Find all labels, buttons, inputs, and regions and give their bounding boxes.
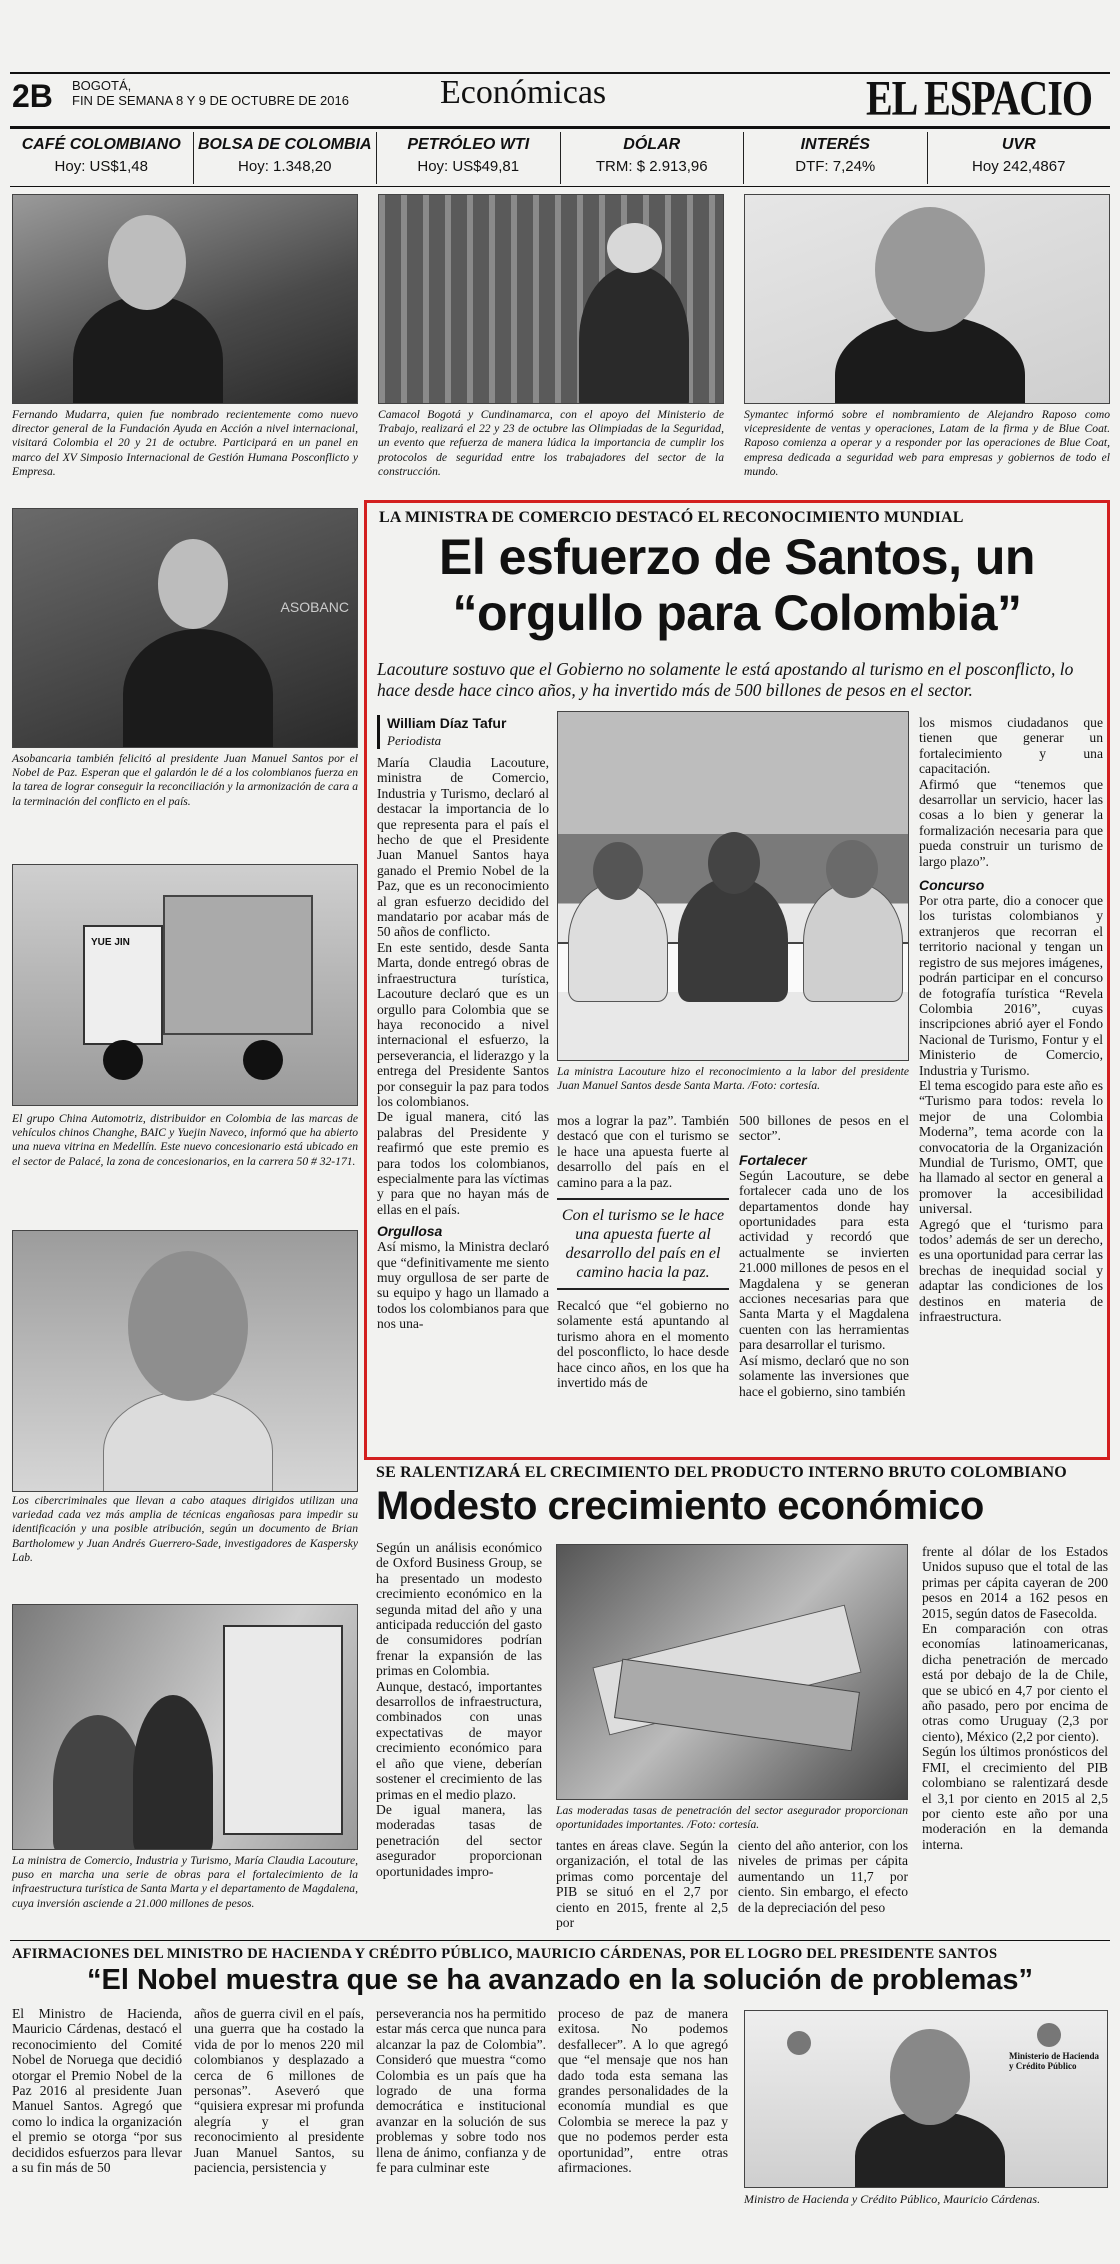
section-title: Económicas xyxy=(440,74,607,111)
caption-lacouture-press: La ministra Lacouture hizo el reconocimiento a la labor del presidente Juan Manuel Santos desde Santa Marta. /Foto: cortesía. xyxy=(557,1065,909,1093)
third-col-1: El Ministro de Hacienda, Mauricio Cárdenas, destacó el reconocimiento del Comité Nobel de Noruega que decidió otorgar el Premio Nobel de la Paz 2016 al presidente Juan Manuel Santos. Agregó que como lo indica la organización el premio se otorga “por sus decididos esfuerzos para llevar a su fin más de 50 xyxy=(12,2006,182,2176)
lead-article-box xyxy=(364,500,1110,1460)
photo-raposo xyxy=(744,194,1110,404)
byline-role: Periodista xyxy=(387,733,442,748)
ticker-interes: INTERÉS DTF: 7,24% xyxy=(744,132,928,184)
edition-date xyxy=(72,78,349,108)
ticker-dolar: DÓLAR TRM: $ 2.913,96 xyxy=(561,132,745,184)
third-headline: “El Nobel muestra que se ha avanzado en la solución de problemas” xyxy=(87,1964,1033,1996)
seal-text-right: Ministerio de Hacienda y Crédito Público xyxy=(1009,2051,1099,2071)
photo-money xyxy=(556,1544,908,1800)
coat-of-arms-icon-right xyxy=(1037,2023,1061,2047)
ticker-bolsa: BOLSA DE COLOMBIA Hoy: 1.348,20 xyxy=(194,132,378,184)
caption-cardenas: Ministro de Hacienda y Crédito Público, Mauricio Cárdenas. xyxy=(744,2192,1041,2206)
photo-lacouture-press xyxy=(557,711,909,1061)
ticker-rule xyxy=(10,186,1110,187)
subhead-concurso: Concurso xyxy=(919,877,985,894)
photo-santa-marta-map xyxy=(12,1604,358,1850)
second-kicker: SE RALENTIZARÁ EL CRECIMIENTO DEL PRODUCTO INTERNO BRUTO COLOMBIANO xyxy=(376,1464,1067,1481)
photo-kaspersky-researcher xyxy=(12,1230,358,1492)
page-number: 2B xyxy=(12,78,53,114)
subhead-orgullosa: Orgullosa xyxy=(377,1223,443,1240)
second-col-1: Según un análisis económico de Oxford Business Group, se ha presentado un modesto crecimiento económico en la segunda mitad del año y una anticipada reducción del gasto de consumidores podrían frenar la expansión de las primas en Colombia. Aunque, destacó, importantes desarrollos de infraestructura, combinados con unas expectativas de mayor crecimiento económico para el año que viene, deberían sostener el crecimiento de las primas en el medio plazo. De igual manera, las moderadas tasas de penetración del sector asegurador proporcionan oportunidades impro- xyxy=(376,1540,542,1879)
lead-col-2: mos a lograr la paz”. También destacó que con el turismo se le hace una apuesta fuerte al desarrollo del país en el camino para a la paz. Con el turismo se le hace una apuesta fuerte al desarrollo del país en el camino hacia la paz. Recalcó que “el gobierno no solamente está apuntando al turismo ahora en el momento del posconflicto, lo hace desde hace cinco años, en los que ha invertido más de xyxy=(557,1113,729,1391)
third-col-3: perseverancia nos ha permitido estar más cerca que nunca para alcanzar la paz de Colombia”. Consideró que muestra “como Colombia es un país que ha logrado de una forma democrática e institucional avanzar en la solución de sus problemas y sobre todo nos llena de ánimo, confianza y de fe para culminar este xyxy=(376,2006,546,2176)
caption-china-automotriz: El grupo China Automotriz, distribuidor en Colombia de las marcas de vehículos chinos Changhe, BAIC y Yuejin Naveco, informó que ha abierto una nueva vitrina en Medellín. Este nuevo concesionario está ubicado en el sector de Palacé, la zona de concesionarios, en la carrera 50 # 32-171. xyxy=(12,1112,358,1168)
photo-construction-workers xyxy=(378,194,724,404)
second-col-4: frente al dólar de los Estados Unidos supuso que el total de las primas per cápita cayeran de 200 pesos en 2014 a 162 pesos en 2015, según datos de Fasecolda. En comparación con otras economías latinoamericanas, dicha penetración de mercado está por debajo de la de Chile, que se ubicó en 4,7 por ciento el año pasado, pero por encima de otras como Uruguay (2,3 por ciento), México (2,2 por ciento). Según los últimos pronósticos del FMI, el crecimiento del PIB colombiano se ralentizará desde el 3,1 por ciento en 2015 al 2,5 por ciento este año por una moderación en la demanda interna. xyxy=(922,1544,1108,1852)
second-headline: Modesto crecimiento económico xyxy=(376,1484,984,1528)
byline-author: William Díaz Tafur xyxy=(387,715,507,731)
market-ticker xyxy=(10,132,1110,184)
third-rule xyxy=(10,1940,1110,1941)
photo-mudarra xyxy=(12,194,358,404)
lead-col-4: los mismos ciudadanos que tienen que generar un fortalecimiento y una capacitación. Afirmó que “tenemos que desarrollar un servicio, hacer las cosas a lo bien y generar la formalización necesaria para que pueda construir un turismo de largo plazo”. Concurso Por otra parte, dio a conocer que los turistas colombianos y extranjeros que recorran el territorio nacional y tengan un registro de sus mejores imágenes, podrán participar en el concurso de fotografía turística “Revela Colombia 2016”, cuyas inscripciones abrió ayer el Fondo Nacional de Turismo, Fontur y el Ministerio de Comercio, Industria y Turismo. El tema escogido para este año es “Turismo para todos: revela lo mejor de una Colombia Moderna”, tema acorde con la convocatoria de la Organización Mundial de Turismo, OMT, que ha llamado al sector en general a promover la accesibilidad universal. Agregó que el ‘turismo para todos’ además de ser un derecho, es una oportunidad para cerrar las brechas de inequidad social y adaptar las condiciones de los destinos en materia de infraestructura. xyxy=(919,715,1103,1325)
lead-kicker: LA MINISTRA DE COMERCIO DESTACÓ EL RECONOCIMIENTO MUNDIAL xyxy=(379,509,964,526)
pull-quote: Con el turismo se le hace una apuesta fuerte al desarrollo del país en el camino hacia la paz. xyxy=(557,1198,729,1290)
coat-of-arms-icon xyxy=(787,2031,811,2055)
caption-kaspersky: Los cibercriminales que llevan a cabo ataques dirigidos utilizan una variedad cada vez más amplia de técnicas engañosas para impedir su identificación y una posible atribución, según un documento de Brian Bartholomew y Juan Andrés Guerrero-Sade, investigadores de Kaspersky Lab. xyxy=(12,1494,358,1564)
ticker-uvr: UVR Hoy 242,4867 xyxy=(972,136,1066,175)
ticker-petroleo: PETRÓLEO WTI Hoy: US$49,81 xyxy=(377,132,561,184)
byline-bar xyxy=(377,715,380,749)
caption-money: Las moderadas tasas de penetración del sector asegurador proporcionan oportunidades importantes. /Foto: cortesía. xyxy=(556,1804,908,1832)
lead-headline-line1: El esfuerzo de Santos, un xyxy=(439,529,1035,585)
photo-label-truck: YUE JIN xyxy=(91,937,130,948)
masthead-logo: EL ESPACIO xyxy=(866,69,1092,126)
third-kicker: AFIRMACIONES DEL MINISTRO DE HACIENDA Y CRÉDITO PÚBLICO, MAURICIO CÁRDENAS, POR EL LOGRO DEL PRESIDENTE SANTOS xyxy=(12,1946,998,1962)
edition-date-text: FIN DE SEMANA 8 Y 9 DE OCTUBRE DE 2016 xyxy=(72,93,349,108)
second-col-2: tantes en áreas clave. Según la organización, el total de las primas como porcentaje del PIB se situó en el 2,7 por ciento en 2015, frente al 2,5 por xyxy=(556,1838,728,1931)
photo-label-asobancaria: ASOBANC xyxy=(280,599,349,615)
lead-col-1: María Claudia Lacouture, ministra de Comercio, Industria y Turismo, declaró al destacar la importancia de lo que representa para el país el hecho de que el Presidente Juan Manuel Santos haya ganado el Premio Nobel de la Paz, que es un reconocimiento al gran esfuerzo decidido del mandatario por acabar más de 50 años de conflicto. En este sentido, desde Santa Marta, donde entregó obras de infraestructura turística, Lacouture declaró que es un orgullo para Colombia que se haya reconocido a nivel internacional el esfuerzo, la perseverancia, el liderazgo y la entrega del Presidente Santos por conseguir la paz para todos los colombianos. De igual manera, citó las palabras del Presidente y reafirmó que este premio es para todos los colombianos, especialmente para las víctimas y para que no hayan más de ellas en el país. Orgullosa Así mismo, la Ministra declaró que “definitivamente me siento muy orgullosa de ser parte de su equipo y hago un llamado a todos los colombianos para que nos una- xyxy=(377,755,549,1332)
caption-symantec: Symantec informó sobre el nombramiento de Alejandro Raposo como vicepresidente de ventas y operaciones, Latam de la firma y de Blue Coat. Raposo comienza a operar y a responder por las operaciones de Blue Coat, empresa dedicada a seguridad web para empresas y gobiernos de todo el mundo. xyxy=(744,408,1110,478)
caption-lacouture-obras: La ministra de Comercio, Industria y Turismo, María Claudia Lacouture, puso en marcha una serie de obras para el fortalecimiento de la infraestructura turística de Santa Marta y el departamento de Magdalena, cuya inversión asciende a 21.000 millones de pesos. xyxy=(12,1854,358,1910)
photo-asobancaria xyxy=(12,508,358,748)
third-col-4: proceso de paz de manera exitosa. No podemos desfallecer”. A lo que agregó que “el mensaje que nos han dado toda esta semana las grandes personalidades de la economía mundial es que Colombia se merece la paz y que no podemos perder esta oportunidad”, entre otras afirmaciones. xyxy=(558,2006,728,2176)
caption-camacol: Camacol Bogotá y Cundinamarca, con el apoyo del Ministerio de Trabajo, realizará el 22 y 23 de octubre las Olimpiadas de la Seguridad, un evento que refuerza de manera lúdica la importancia de cumplir los protocolos de seguridad entre los trabajadores del sector de la construcción. xyxy=(378,408,724,478)
seal-left xyxy=(759,2031,839,2091)
subhead-fortalecer: Fortalecer xyxy=(739,1151,807,1168)
caption-mudarra: Fernando Mudarra, quien fue nombrado recientemente como nuevo director general de la Fundación Ayuda en Acción a nivel internacional, visitará Colombia el 20 y 21 de octubre. Participará en un panel en marco del XV Simposio Internacional de Gestión Humana Posconflicto y Empresa. xyxy=(12,408,358,478)
lead-headline-line2: “orgullo para Colombia” xyxy=(452,585,1022,641)
lead-deck: Lacouture sostuvo que el Gobierno no solamente le está apostando al turismo en el posconflicto, lo hace desde hace cinco años, y ha invertido más de 500 billones de pesos en el sector. xyxy=(377,659,1074,700)
photo-truck xyxy=(12,864,358,1106)
second-col-3: ciento del año anterior, con los niveles de primas per cápita aumentando un 11,7 por ciento. Sin embargo, el efecto de la depreciación del peso xyxy=(738,1838,908,1915)
third-col-2: años de guerra civil en el país, una guerra que ha costado la vida de por lo menos 220 mil colombianos y desplazado a cerca de 6 millones de personas”. Aseveró que “quisiera expresar mi profunda alegría y el gran reconocimiento al presidente Juan Manuel Santos, su paciencia, persistencia y xyxy=(194,2006,364,2176)
edition-city: BOGOTÁ, xyxy=(72,78,132,93)
photo-cardenas xyxy=(744,2010,1108,2188)
ticker-cafe: CAFÉ COLOMBIANO Hoy: US$1,48 xyxy=(10,132,194,184)
lead-col-3: 500 billones de pesos en el sector”. Fortalecer Según Lacouture, se debe fortalecer cada uno de los departamentos donde hay oportunidades para esta actividad y recordó que actualmente se invierten 21.000 millones de pesos en el Magdalena y se generan acciones necesarias para que Santa Marta y el Magdalena cuenten con las herramientas para desarrollar el turismo. Así mismo, declaró que no son solamente las inversiones que hace el gobierno, sino también xyxy=(739,1113,909,1399)
header-rule-bottom xyxy=(10,126,1110,129)
caption-asobancaria: Asobancaria también felicitó al presidente Juan Manuel Santos por el Nobel de Paz. Esperan que el galardón le dé a los colombianos fuerza en la tarea de lograr conseguir la reconciliación y la armonización de cara a la terminación del conflicto en el país. xyxy=(12,752,358,808)
